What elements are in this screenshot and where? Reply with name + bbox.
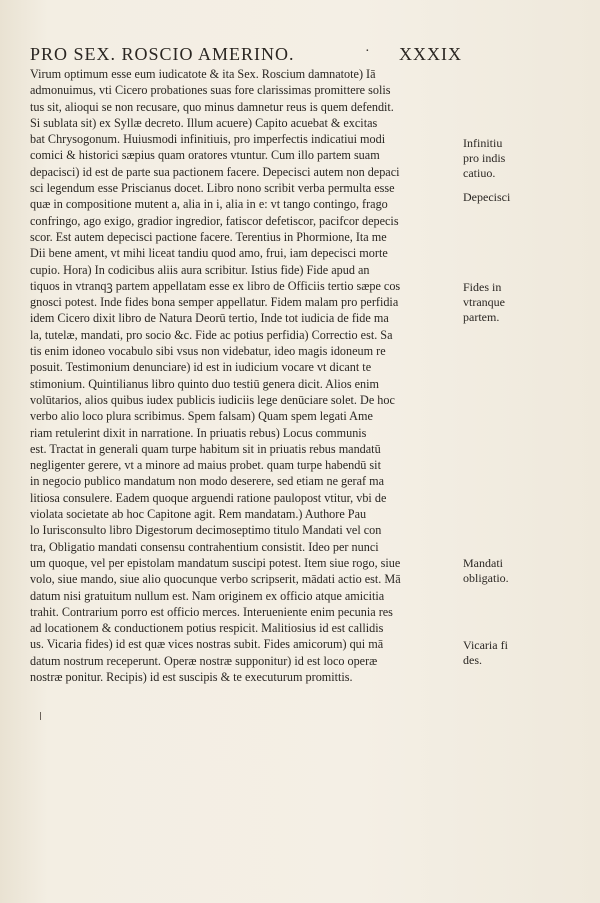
text-line: posuit. Testimonium denunciare) id est in iudicium vocare vt dicant te	[30, 360, 372, 375]
text-line: Dii bene ament, vt mihi liceat tandiu quod amo, frui, iam depecisci morte	[30, 246, 388, 261]
text-line: sci legendum esse Priscianus docet. Libro nono scribit verba permulta esse	[30, 181, 395, 196]
text-line: idem Cicero dixit libro de Natura Deorū tertio, Inde tot iudicia de fide ma	[30, 311, 389, 326]
margin-note	[463, 190, 510, 205]
commentary-text	[30, 66, 460, 685]
text-line: um quoque, vel per epistolam mandatum suscipi potest. Item siue rogo, siue	[30, 555, 401, 570]
text-line: ad locationem & conductionem potius respicit. Malitiosius id est callidis	[30, 621, 384, 636]
margin-note	[463, 280, 505, 325]
text-line: trahit. Contrarium porro est officio merces. Interueniente enim pecunia res	[30, 604, 393, 619]
margin-note-line: Mandati	[463, 556, 503, 570]
margin-note-line: des.	[463, 653, 482, 667]
text-line: nostræ ponitur. Recipis) id est suscipis & te executurum promittis.	[30, 669, 353, 684]
text-line: litiosa consulere. Eadem quoque arguendi ratione paulopost vtitur, vbi de	[30, 490, 387, 505]
text-line: stimonium. Quintilianus libro quinto duo testiū genera dicit. Alios enim	[30, 376, 380, 391]
margin-note-line: vtranque	[463, 295, 505, 309]
text-line: tiquos in vtranqꝫ partem appellatam esse ex libro de Officiis tertio sæpe cos	[30, 278, 401, 293]
stray-mark	[40, 712, 41, 720]
text-line: in negocio publico mandatum non modo deserere, sed etiam ne geraf ma	[30, 474, 384, 489]
text-line: datum nostrum receperunt. Operæ nostræ supponitur) id est loco operæ	[30, 653, 378, 668]
text-line: tis enim idoneo vocabulo sibi vsus non videbatur, ideo magis idoneum re	[30, 344, 386, 359]
text-line: riam retulerint dixit in narratione. In priuatis rebus) Locus communis	[30, 425, 367, 440]
text-line: violata societate ab hoc Capitone agit. Rem mandatam.) Authore Pau	[30, 507, 367, 522]
text-line: Si sublata sit) ex Syllæ decreto. Illum acuere) Capito acuebat & excitas	[30, 115, 378, 130]
running-header	[30, 44, 462, 66]
margin-note-line: Infinitiu	[463, 136, 503, 150]
text-line: comici & historici sæpius quam oratores vtuntur. Cum illo partem suam	[30, 148, 380, 163]
margin-note-line: partem.	[463, 310, 500, 324]
text-line: verbo alio loco plura scribimus. Spem falsam) Quam spem legati Ame	[30, 409, 373, 424]
text-line: tus sit, alioqui se non recusare, quo minus damnetur reus is quem defendit.	[30, 99, 394, 114]
text-line: gnosci potest. Inde fides bona semper appellatur. Fidem malam pro perfidia	[30, 295, 399, 310]
text-line: cupio. Hora) In codicibus aliis aura scribitur. Istius fide) Fide apud an	[30, 262, 370, 277]
folio-number: XXXIX	[399, 44, 462, 64]
text-line: volo, siue mando, siue alio quocunque verbo scripserit, mādati actio est. Mā	[30, 572, 401, 587]
text-line: tra, Obligatio mandati consensu contrahentium consistit. Ideo per nunci	[30, 539, 379, 554]
text-line: quæ in compositione mutent a, alia in i, alia in e: vt tango contingo, frago	[30, 197, 388, 212]
text-line: us. Vicaria fides) id est quæ vices nostras subit. Fides amicorum) qui mā	[30, 637, 384, 652]
running-title: PRO SEX. ROSCIO AMERINO.	[30, 44, 295, 64]
text-line: negligenter gerere, vt a minore ad maius probet. quam turpe habendū sit	[30, 458, 381, 473]
margin-note-line: Vicaria fi	[463, 638, 508, 652]
text-line: est. Tractat in generali quam turpe habitum sit in priuatis rebus mandatū	[30, 441, 381, 456]
text-line: la, tutelæ, mandati, pro socio &c. Fide ac potius perfidia) Correctio est. Sa	[30, 327, 393, 342]
text-line: scor. Est autem depecisci pactione facere. Terentius in Phormione, Ita me	[30, 229, 387, 244]
text-line: confringo, ago exigo, gradior ingredior, fatiscor defetiscor, pacifcor depecis	[30, 213, 399, 228]
header-dot: ·	[365, 44, 371, 59]
margin-note-line: Depecisci	[463, 190, 511, 204]
margin-note	[463, 556, 509, 586]
margin-note-line: obligatio.	[463, 571, 509, 585]
text-line: lo Iurisconsulto libro Digestorum decimoseptimo titulo Mandati vel con	[30, 523, 382, 538]
text-line: admonuimus, vti Cicero probationes suas fore clarissimas promittere solis	[30, 83, 391, 98]
margin-note-line: pro indis	[463, 151, 506, 165]
text-line: bat Chrysogonum. Huiusmodi infinitiuis, pro imperfectis indicatiui modi	[30, 132, 386, 147]
text-line: datum nisi gratuitum nullum est. Nam originem ex officio atque amicitia	[30, 588, 385, 603]
text-line: Virum optimum esse eum iudicatote & ita Sex. Roscium damnatote) Iā	[30, 67, 376, 81]
margin-note-line: catiuo.	[463, 166, 496, 180]
margin-note	[463, 136, 505, 181]
text-line: depacisci) id est de parte sua pactionem facere. Depecisci autem non depaci	[30, 164, 400, 179]
margin-note-line: Fides in	[463, 280, 502, 294]
text-line: volūtarios, alios quibus iudex publicis iudiciis lege denūciare solet. De hoc	[30, 392, 395, 407]
margin-note	[463, 638, 508, 668]
